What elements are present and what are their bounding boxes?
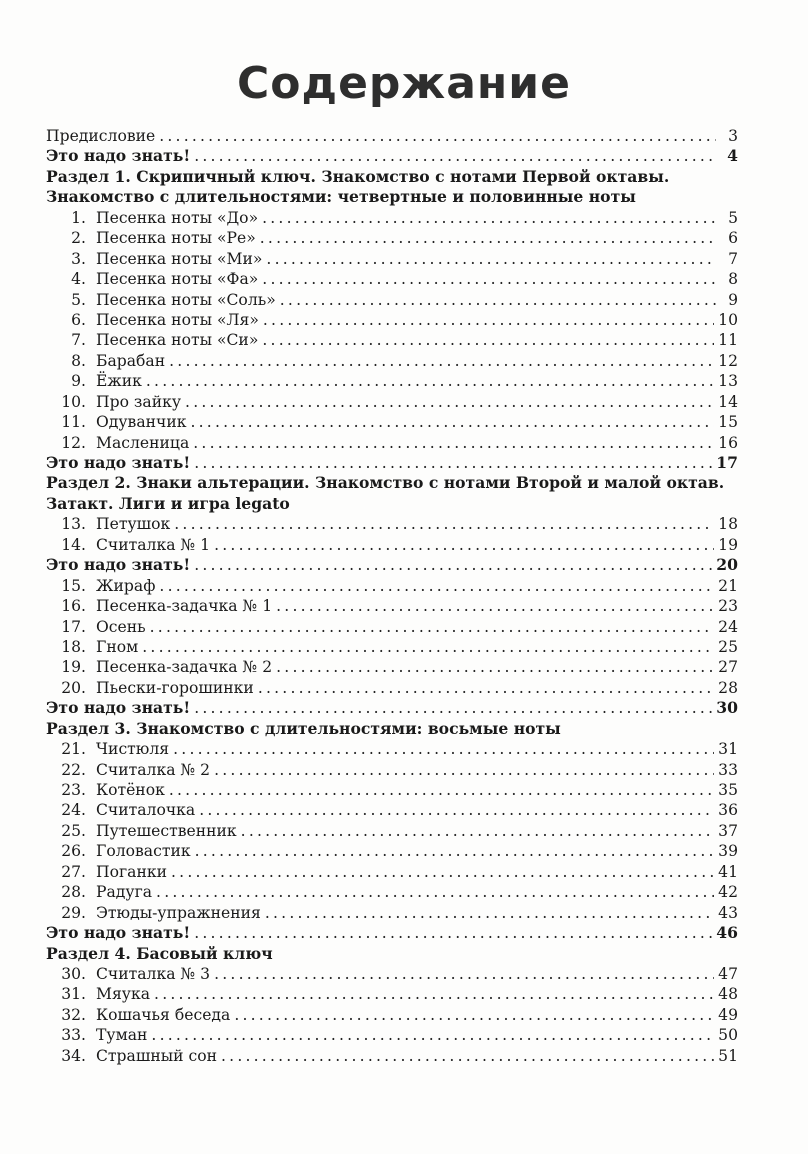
dot-leader	[169, 780, 714, 800]
toc-section-heading	[46, 494, 738, 514]
toc-entry	[46, 1046, 738, 1066]
toc-page-number: 23	[718, 597, 738, 616]
toc-entry	[46, 249, 738, 269]
toc-entry-title: Песенка ноты «Фа»	[96, 270, 259, 289]
toc-entry-title: Песенка-задачка № 2	[96, 658, 273, 677]
toc-entry	[46, 698, 738, 718]
toc-entry-title: Страшный сон	[96, 1046, 218, 1065]
dot-leader	[194, 146, 716, 166]
toc-section-heading	[46, 944, 738, 964]
dot-leader	[199, 800, 714, 820]
toc-entry-title: Головастик	[96, 842, 191, 861]
toc-page-number: 48	[718, 985, 738, 1004]
toc-entry-title: Осень	[96, 617, 146, 636]
toc-page-number: 46	[716, 923, 738, 943]
toc-page-number: 19	[718, 535, 738, 554]
dot-leader	[194, 453, 712, 473]
dot-leader	[265, 903, 714, 923]
toc-entry	[46, 126, 738, 146]
toc-page-number: 7	[728, 249, 738, 268]
dot-leader	[214, 760, 714, 780]
toc-entry	[46, 657, 738, 677]
toc-entry-title: Поганки	[96, 862, 167, 881]
toc-entry	[46, 1005, 738, 1025]
toc-entry-title: Кошачья беседа	[96, 1005, 231, 1024]
toc-entry-title: Этюды-упражнения	[96, 903, 261, 922]
toc-page-number: 47	[718, 964, 738, 983]
toc-entry-title: Считалочка	[96, 801, 196, 820]
toc-entry-title: Считалка № 2	[96, 760, 211, 779]
toc-entry-number: 27.	[61, 862, 86, 881]
toc-page-number: 51	[718, 1046, 738, 1065]
toc-entry-number: 16.	[61, 597, 86, 616]
toc-page-number: 10	[718, 310, 738, 329]
toc-page-number: 11	[718, 331, 738, 350]
dot-leader	[193, 433, 714, 453]
toc-page-number: 8	[728, 270, 738, 289]
toc-section-heading	[46, 187, 738, 207]
toc-entry	[46, 1025, 738, 1045]
toc-entry-number: 10.	[61, 392, 86, 411]
toc-entry-title: Масленица	[96, 433, 190, 452]
toc-entry-number: 17.	[61, 617, 86, 636]
dot-leader	[214, 964, 714, 984]
toc-entry-title: Песенка ноты «Ля»	[96, 310, 259, 329]
toc-entry	[46, 760, 738, 780]
toc-entry	[46, 576, 738, 596]
toc-entry-title: Это надо знать!	[46, 698, 191, 718]
toc-page-number: 18	[718, 515, 738, 534]
toc-page-number: 3	[728, 127, 738, 145]
toc-page-number: 6	[728, 229, 738, 248]
toc-entry-title: Это надо знать!	[46, 453, 191, 472]
section-heading-text: Затакт. Лиги и игра legato	[46, 493, 290, 513]
toc-entry-title: Предисловие	[46, 127, 156, 145]
toc-entry-number: 26.	[61, 842, 86, 861]
toc-entry-title: Путешественник	[96, 821, 237, 840]
toc-page-number: 13	[718, 372, 738, 391]
toc-entry-number: 20.	[61, 678, 86, 697]
toc-page-number: 37	[718, 821, 738, 840]
toc-entry	[46, 208, 738, 228]
toc-entry	[46, 780, 738, 800]
dot-leader	[174, 514, 714, 534]
dot-leader	[262, 330, 714, 350]
toc-entry	[46, 882, 738, 902]
toc-page-number: 4	[727, 146, 738, 166]
dot-leader	[146, 371, 714, 391]
section-heading-text: Знакомство с длительностями: четвертные и половинные ноты	[46, 187, 636, 207]
toc-entry-number: 15.	[61, 576, 86, 595]
toc-entry-number: 1.	[71, 208, 86, 227]
toc-entry-number: 30.	[61, 964, 86, 983]
toc-page-number: 25	[718, 637, 738, 656]
toc-entry	[46, 351, 738, 371]
toc-entry	[46, 841, 738, 861]
toc-entry	[46, 984, 738, 1004]
page-title: Содержание	[237, 58, 571, 109]
toc-page-number: 24	[718, 617, 738, 636]
dot-leader	[276, 596, 714, 616]
toc-entry-number: 28.	[61, 883, 86, 902]
dot-leader	[260, 228, 716, 248]
toc-entry	[46, 392, 738, 412]
toc-entry	[46, 412, 738, 432]
toc-entry	[46, 800, 738, 820]
toc-entry	[46, 371, 738, 391]
toc-page-number: 36	[718, 801, 738, 820]
dot-leader	[151, 1025, 714, 1045]
toc-entry-number: 34.	[61, 1046, 86, 1065]
toc-entry	[46, 269, 738, 289]
toc-page-number: 42	[718, 883, 738, 902]
dot-leader	[241, 821, 715, 841]
dot-leader	[234, 1005, 714, 1025]
toc-entry-number: 21.	[61, 740, 86, 759]
toc-entry-number: 5.	[71, 290, 86, 309]
dot-leader	[195, 841, 715, 861]
toc-entry-number: 18.	[61, 637, 86, 656]
toc-entry-title: Ёжик	[96, 372, 142, 391]
toc-entry	[46, 821, 738, 841]
toc-entry-number: 8.	[71, 351, 86, 370]
dot-leader	[159, 576, 714, 596]
toc-entry	[46, 555, 738, 575]
dot-leader	[150, 617, 715, 637]
table-of-contents	[46, 126, 738, 1066]
toc-entry-number: 11.	[61, 413, 86, 432]
toc-entry-number: 23.	[61, 781, 86, 799]
dot-leader	[266, 249, 716, 269]
toc-entry	[46, 433, 738, 453]
dot-leader	[262, 269, 716, 289]
toc-entry	[46, 862, 738, 882]
toc-entry-number: 7.	[71, 331, 86, 350]
toc-entry	[46, 290, 738, 310]
toc-entry-number: 13.	[61, 515, 86, 534]
toc-page-number: 33	[718, 760, 738, 779]
toc-entry	[46, 596, 738, 616]
toc-page-number: 14	[718, 392, 738, 411]
toc-section-heading	[46, 473, 738, 493]
dot-leader	[159, 126, 716, 146]
toc-page-number: 39	[718, 842, 738, 861]
toc-entry-title: Радуга	[96, 883, 153, 902]
section-heading-text: Раздел 1. Скрипичный ключ. Знакомство с нотами Первой октавы.	[46, 166, 670, 186]
toc-page-number: 49	[718, 1005, 738, 1024]
toc-entry-number: 22.	[61, 760, 86, 779]
dot-leader	[194, 555, 712, 575]
toc-entry-title: Одуванчик	[96, 413, 187, 432]
toc-page-number: 27	[718, 658, 738, 677]
toc-entry-number: 24.	[61, 801, 86, 820]
toc-entry	[46, 964, 738, 984]
dot-leader	[171, 862, 714, 882]
toc-entry	[46, 739, 738, 759]
toc-entry-title: Пьески-горошинки	[96, 678, 254, 697]
toc-entry-number: 29.	[61, 903, 86, 922]
toc-page-number: 50	[718, 1026, 738, 1045]
toc-entry-number: 32.	[61, 1005, 86, 1024]
dot-leader	[142, 637, 714, 657]
toc-page-number: 21	[718, 576, 738, 595]
toc-page-number: 41	[718, 862, 738, 881]
toc-entry-title: Считалка № 3	[96, 964, 211, 983]
dot-leader	[194, 923, 712, 943]
toc-entry-title: Это надо знать!	[46, 923, 191, 943]
toc-entry-number: 33.	[61, 1026, 86, 1045]
toc-entry-title: Песенка-задачка № 1	[96, 597, 273, 616]
dot-leader	[214, 535, 714, 555]
toc-page-number: 5	[728, 208, 738, 227]
toc-page-number: 12	[718, 351, 738, 370]
toc-entry-title: Чистюля	[96, 740, 170, 759]
toc-page-number: 9	[728, 290, 738, 309]
dot-leader	[190, 412, 714, 432]
toc-section-heading	[46, 719, 738, 739]
toc-page-number: 28	[718, 678, 738, 697]
toc-entry-number: 31.	[61, 985, 86, 1004]
toc-entry	[46, 678, 738, 698]
toc-entry-title: Туман	[96, 1026, 148, 1045]
dot-leader	[262, 208, 716, 228]
dot-leader	[156, 882, 714, 902]
dot-leader	[276, 657, 714, 677]
dot-leader	[194, 698, 712, 718]
toc-entry-number: 19.	[61, 658, 86, 677]
toc-page-number: 20	[716, 555, 738, 575]
toc-entry-number: 14.	[61, 535, 86, 554]
toc-entry-title: Барабан	[96, 351, 166, 370]
toc-entry-title: Котёнок	[96, 781, 165, 799]
toc-entry-title: Про зайку	[96, 392, 182, 411]
toc-entry-title: Гном	[96, 637, 139, 656]
toc-entry	[46, 453, 738, 473]
toc-entry-title: Песенка ноты «Ми»	[96, 249, 263, 268]
toc-entry	[46, 637, 738, 657]
dot-leader	[173, 739, 714, 759]
toc-entry	[46, 514, 738, 534]
toc-entry-title: Это надо знать!	[46, 146, 191, 166]
section-heading-text: Раздел 4. Басовый ключ	[46, 943, 273, 963]
toc-entry-number: 12.	[61, 433, 86, 452]
toc-entry	[46, 617, 738, 637]
toc-entry-title: Считалка № 1	[96, 535, 211, 554]
toc-entry-title: Жираф	[96, 576, 156, 595]
dot-leader	[154, 984, 714, 1004]
toc-entry	[46, 535, 738, 555]
toc-entry-number: 25.	[61, 821, 86, 840]
toc-entry-number: 6.	[71, 310, 86, 329]
toc-entry	[46, 146, 738, 166]
toc-page-number: 17	[716, 453, 738, 472]
toc-page-number: 35	[718, 781, 738, 799]
toc-section-heading	[46, 167, 738, 187]
dot-leader	[221, 1046, 714, 1066]
dot-leader	[169, 351, 714, 371]
toc-entry	[46, 923, 738, 943]
toc-page-number: 30	[716, 698, 738, 718]
toc-entry-title: Это надо знать!	[46, 555, 191, 575]
section-heading-text: Раздел 3. Знакомство с длительностями: восьмые ноты	[46, 718, 561, 738]
toc-page-number: 15	[718, 413, 738, 432]
toc-entry-number: 9.	[71, 372, 86, 391]
toc-entry	[46, 330, 738, 350]
toc-page-number: 31	[718, 740, 738, 759]
toc-entry	[46, 228, 738, 248]
toc-entry-title: Песенка ноты «Си»	[96, 331, 259, 350]
section-heading-text: Раздел 2. Знаки альтерации. Знакомство с нотами Второй и малой октав.	[46, 473, 725, 493]
toc-entry-title: Мяука	[96, 985, 151, 1004]
dot-leader	[258, 678, 714, 698]
toc-entry-number: 3.	[71, 249, 86, 268]
toc-entry-number: 4.	[71, 270, 86, 289]
toc-entry-title: Петушок	[96, 515, 171, 534]
toc-page-number: 16	[718, 433, 738, 452]
toc-entry-title: Песенка ноты «Соль»	[96, 290, 276, 309]
toc-entry	[46, 903, 738, 923]
dot-leader	[185, 392, 714, 412]
dot-leader	[280, 290, 716, 310]
dot-leader	[263, 310, 714, 330]
toc-page-number: 43	[718, 903, 738, 922]
toc-entry-title: Песенка ноты «До»	[96, 208, 259, 227]
toc-entry	[46, 310, 738, 330]
toc-entry-number: 2.	[71, 229, 86, 248]
toc-entry-title: Песенка ноты «Ре»	[96, 229, 256, 248]
